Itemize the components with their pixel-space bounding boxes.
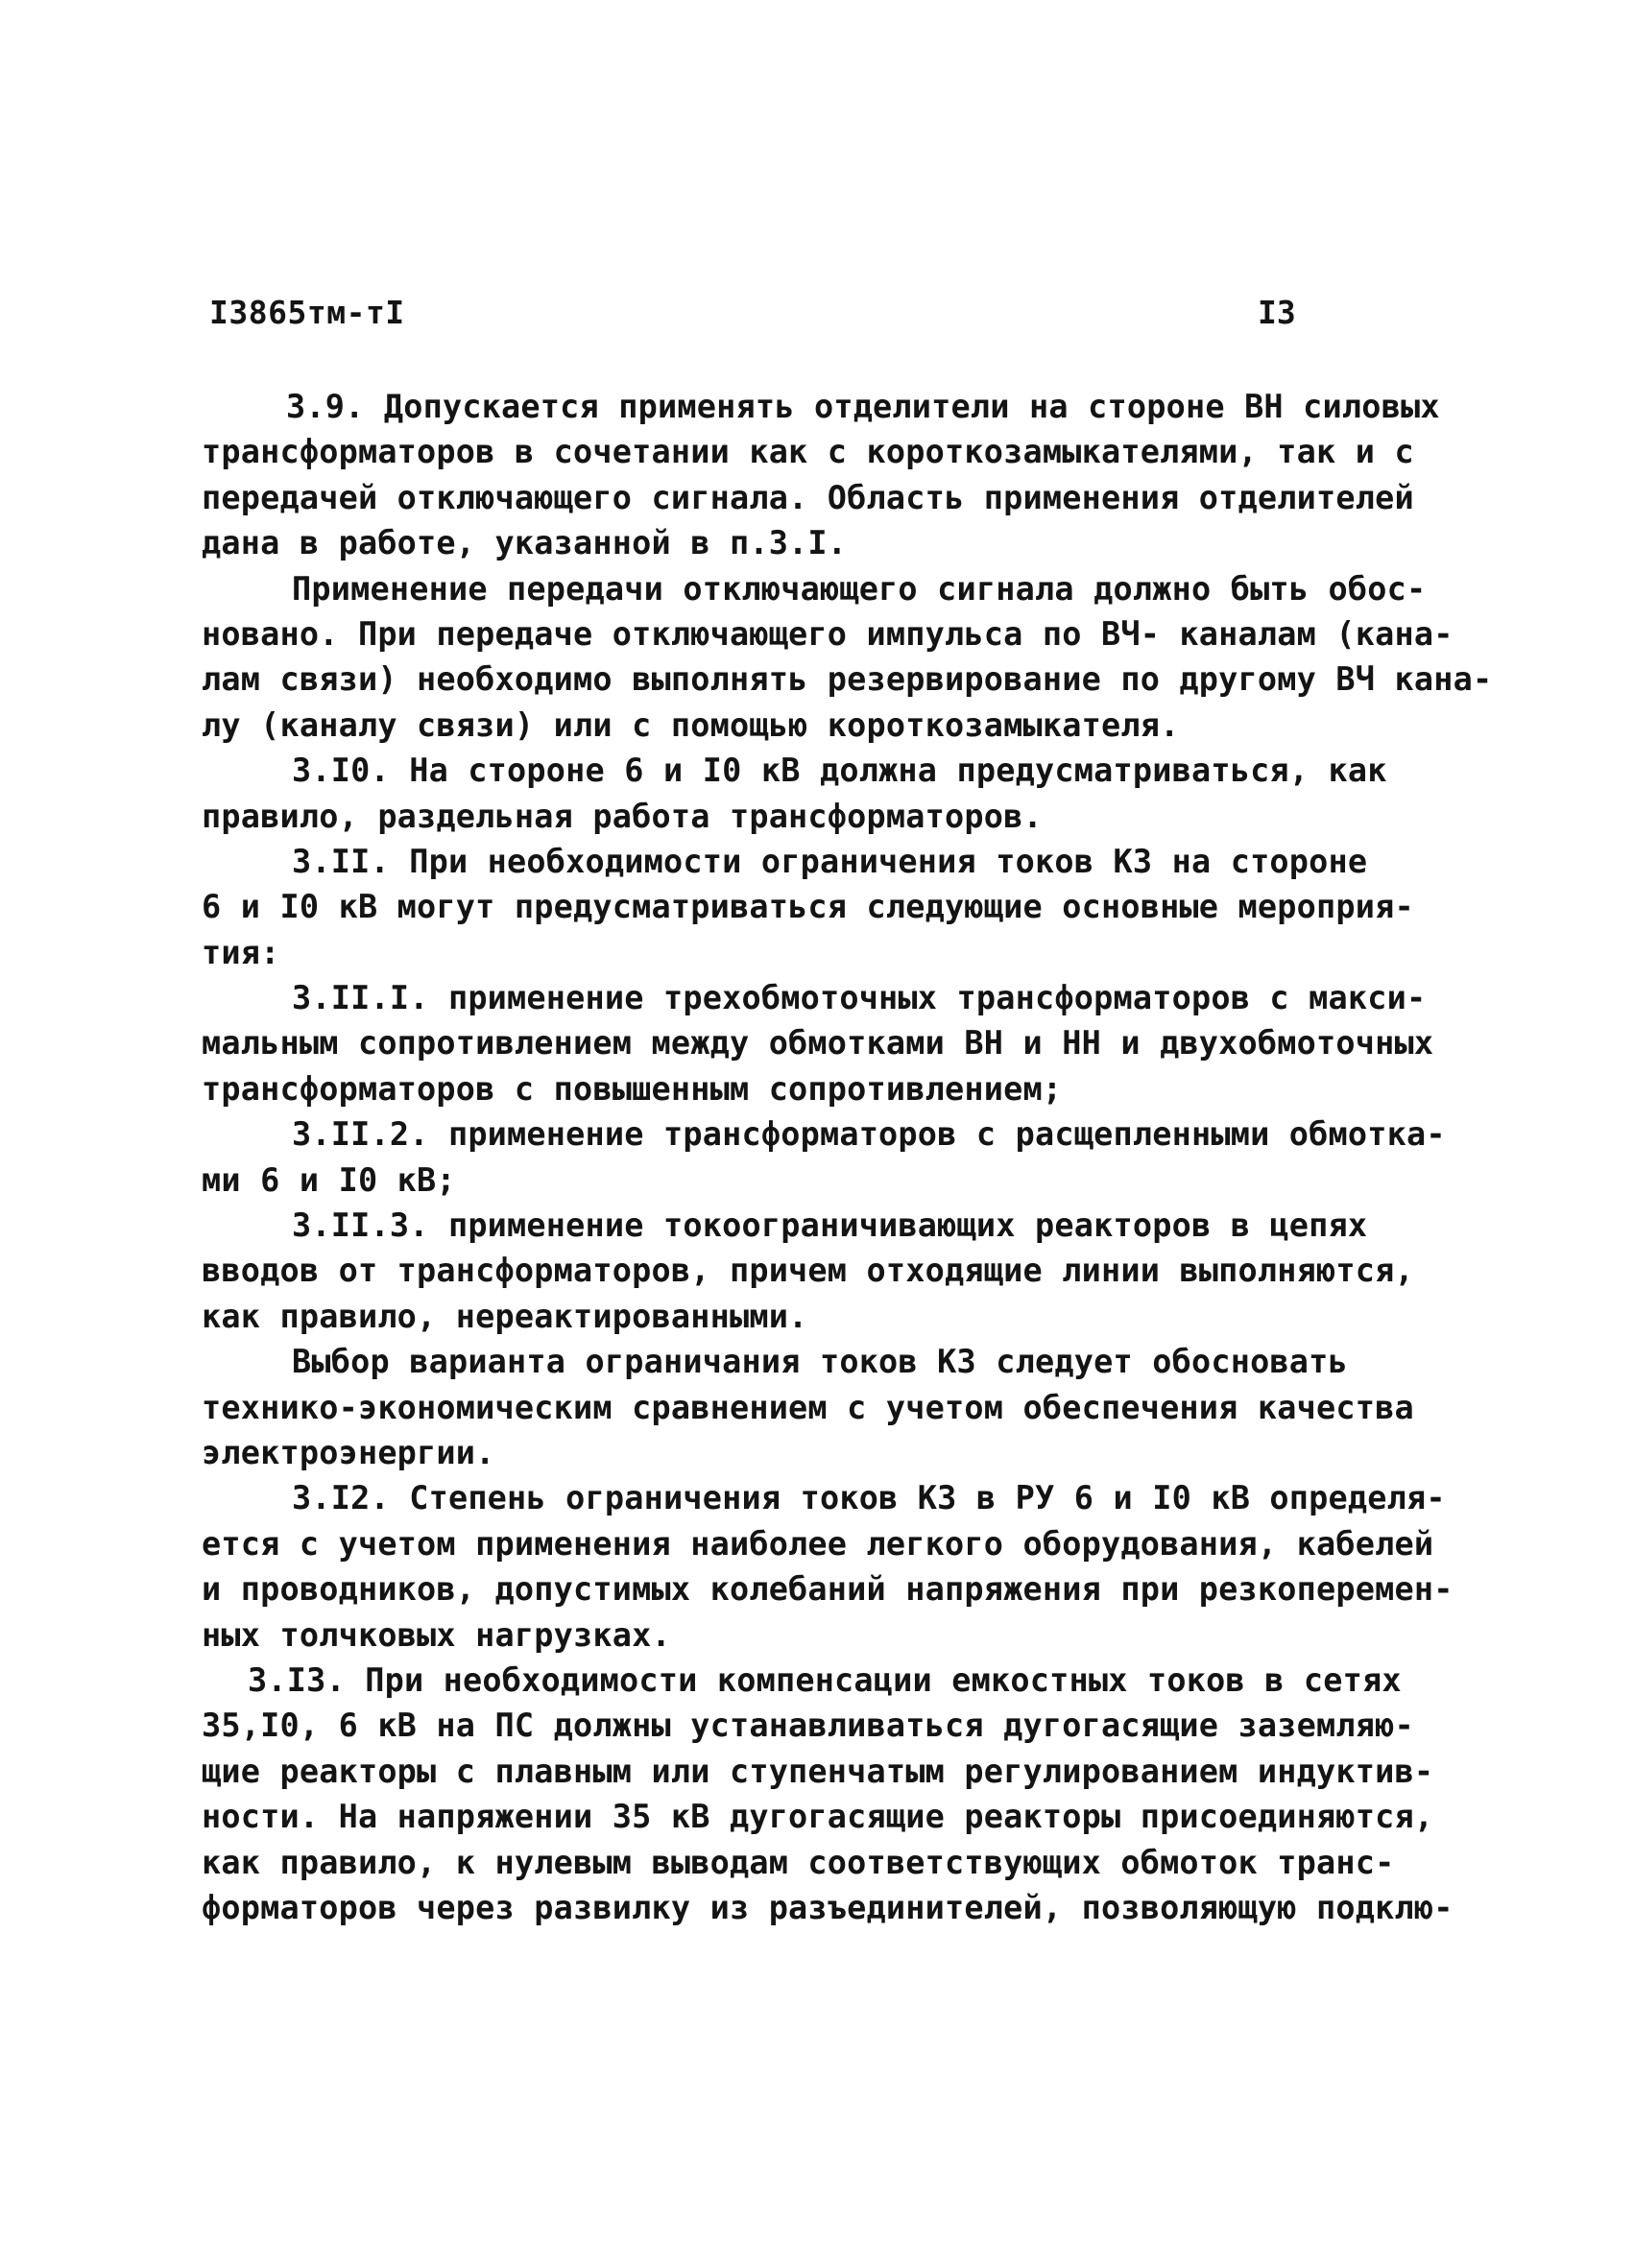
- text-line: лам связи) необходимо выполнять резервирование по другому ВЧ кана-: [202, 660, 1493, 699]
- text-line: 3.9. Допускается применять отделители на стороне ВН силовых: [286, 388, 1440, 425]
- text-line: 35,I0, 6 кВ на ПС должны устанавливаться дугогасящие заземляю-: [202, 1707, 1414, 1745]
- text-line: технико-экономическим сравнением с учетом обеспечения качества: [202, 1388, 1414, 1426]
- text-line: 3.II. При необходимости ограничения токов КЗ на стороне: [292, 842, 1368, 880]
- text-line: лу (каналу связи) или с помощью короткозамыкателя.: [202, 705, 1180, 744]
- text-line: как правило, к нулевым выводам соответствующих обмоток транс-: [202, 1843, 1395, 1881]
- text-line: щие реакторы с плавным или ступенчатым регулированием индуктив-: [202, 1752, 1434, 1790]
- text-line: 3.II.I. применение трехобмоточных трансформаторов с макси-: [292, 979, 1427, 1017]
- document-code: I3865тм-тI: [209, 294, 405, 331]
- text-line: ности. На напряжении 35 кВ дугогасящие реакторы присоединяются,: [202, 1798, 1434, 1836]
- text-line: Выбор варианта ограничания токов КЗ следует обосновать: [292, 1343, 1348, 1381]
- text-line: новано. При передаче отключающего импульса по ВЧ- каналам (кана-: [202, 614, 1454, 653]
- text-line: 6 и I0 кВ могут предусматриваться следующие основные мероприя-: [202, 888, 1414, 926]
- text-line: 3.II.3. применение токоограничивающих реакторов в цепях: [292, 1206, 1368, 1245]
- text-line: трансформаторов в сочетании как с короткозамыкателями, так и с: [202, 433, 1414, 471]
- text-line: мальным сопротивлением между обмотками ВН и НН и двухобмоточных: [202, 1024, 1434, 1062]
- text-line: Применение передачи отключающего сигнала должно быть обос-: [292, 569, 1427, 608]
- text-line: ется с учетом применения наиболее легкого оборудования, кабелей: [202, 1524, 1434, 1563]
- text-line: 3.I2. Степень ограничения токов КЗ в РУ 6 и I0 кВ определя-: [292, 1479, 1446, 1517]
- text-line: правило, раздельная работа трансформаторов.: [202, 797, 1043, 835]
- text-line: трансформаторов с повышенным сопротивлением;: [202, 1069, 1063, 1108]
- text-line: ми 6 и I0 кВ;: [202, 1160, 456, 1199]
- text-line: передачей отключающего сигнала. Область применения отделителей: [202, 478, 1414, 516]
- text-line: вводов от трансформаторов, причем отходящие линии выполняются,: [202, 1252, 1414, 1290]
- text-line: 3.I3. При необходимости компенсации емкостных токов в сетях: [248, 1660, 1402, 1699]
- text-line: ных толчковых нагрузках.: [202, 1615, 671, 1654]
- page-number: I3: [1258, 294, 1296, 331]
- text-line: и проводников, допустимых колебаний напряжения при резкоперемен-: [202, 1570, 1454, 1609]
- text-line: как правило, нереактированными.: [202, 1297, 808, 1335]
- text-line: форматоров через развилку из разъединителей, позволяющую подклю-: [202, 1888, 1454, 1926]
- text-line: 3.I0. На стороне 6 и I0 кВ должна предусматриваться, как: [292, 752, 1387, 790]
- text-line: тия:: [202, 933, 280, 971]
- text-line: 3.II.2. применение трансформаторов с расщепленными обмотка-: [292, 1115, 1446, 1154]
- text-line: дана в работе, указанной в п.3.I.: [202, 524, 848, 562]
- body-text: [202, 384, 1493, 1930]
- text-line: электроэнергии.: [202, 1433, 495, 1471]
